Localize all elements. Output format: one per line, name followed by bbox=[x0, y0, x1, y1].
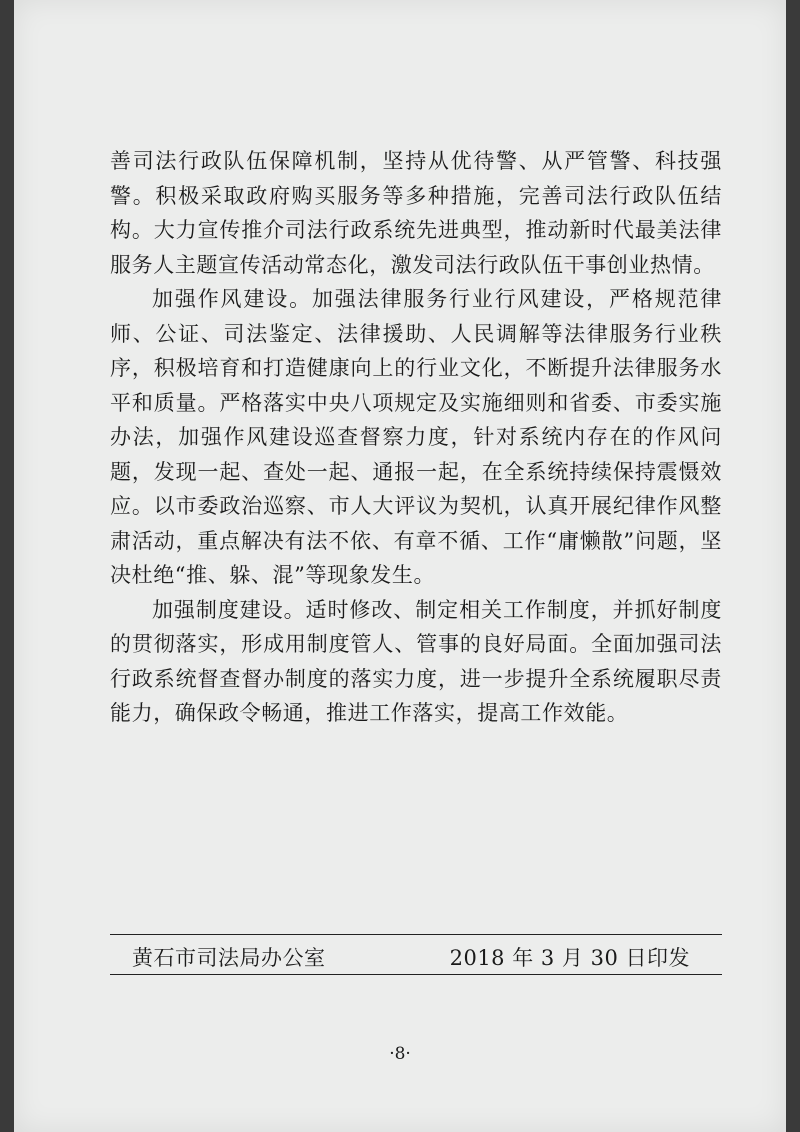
paragraph-system-building: 加强制度建设。适时修改、制定相关工作制度，并抓好制度的贯彻落实，形成用制度管人、管事的良好局面。全面加强司法行政系统督查督办制度的落实力度，进一步提升全系统履职尽责能力，确保政令畅通，推进工作落实，提高工作效能。 bbox=[110, 597, 722, 725]
paragraph-style-building: 加强作风建设。加强法律服务行业行风建设，严格规范律师、公证、司法鉴定、法律援助、人民调解等法律服务行业秩序，积极培育和打造健康向上的行业文化，不断提升法律服务水平和质量。严格落实中央八项规定及实施细则和省委、市委实施办法，加强作风建设巡查督察力度，针对系统内存在的作风问题，发现一起、查处一起、通报一起，在全系统持续保持震慑效应。以市委政治巡察、市人大评议为契机，认真开展纪律作风整肃活动，重点解决有法不依、有章不循、工作“庸懒散”问题，坚决杜绝“推、躲、混”等现象发生。 bbox=[110, 287, 722, 587]
footer-bottom-rule bbox=[110, 974, 722, 975]
footer-top-rule bbox=[110, 934, 722, 935]
document-page bbox=[14, 0, 786, 1132]
issuer-label: 黄石市司法局办公室 bbox=[132, 946, 326, 970]
paragraph-continuation: 善司法行政队伍保障机制，坚持从优待警、从严管警、科技强警。积极采取政府购买服务等多种措施，完善司法行政队伍结构。大力宣传推介司法行政系统先进典型，推动新时代最美法律服务人主题宣传活动常态化，激发司法行政队伍干事创业热情。 bbox=[110, 149, 722, 277]
document-body bbox=[110, 144, 722, 731]
page-number: ·8· bbox=[389, 1044, 411, 1064]
issue-date: 2018 年 3 月 30 日印发 bbox=[449, 946, 690, 970]
